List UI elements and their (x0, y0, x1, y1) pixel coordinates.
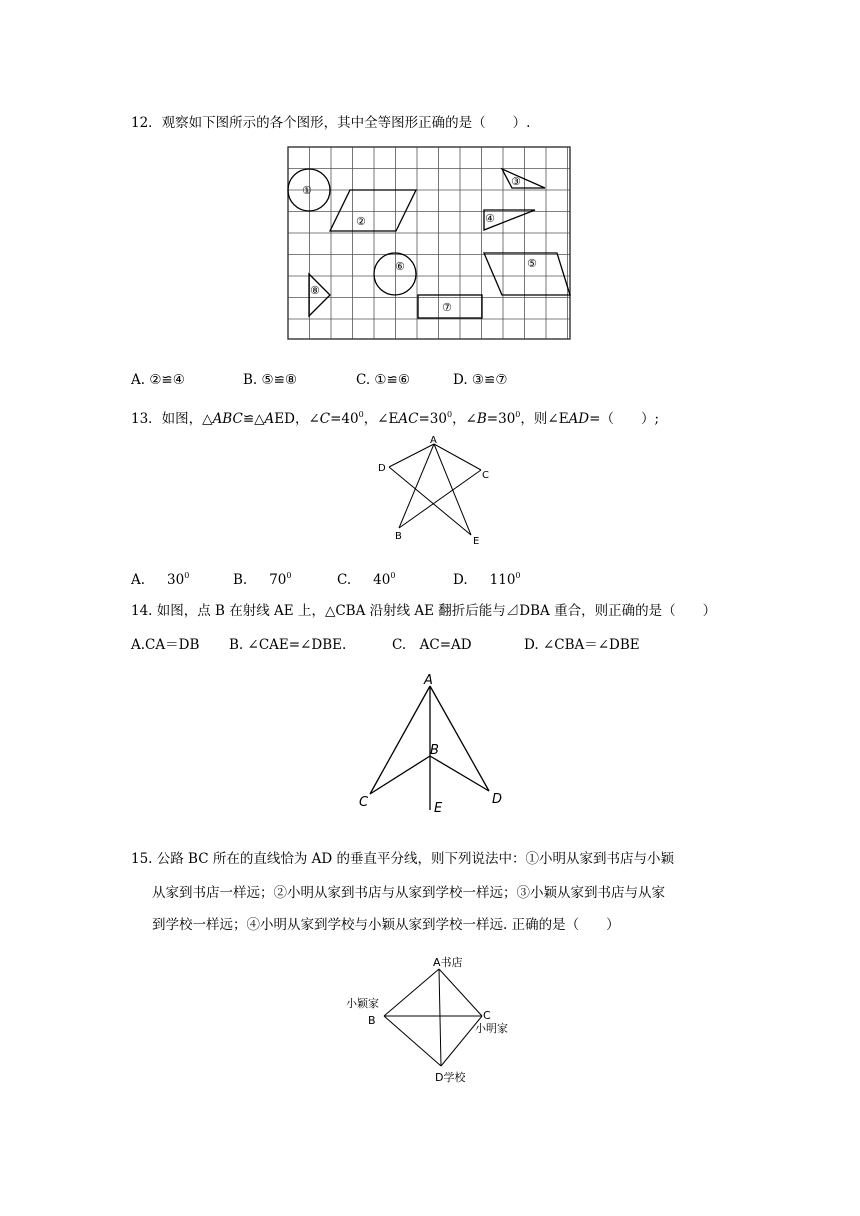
label-d-school: D学校 (435, 1071, 466, 1084)
label-xiaoying-home: 小颖家 (346, 997, 379, 1010)
q12-stem: 12．观察如下图所示的各个图形，其中全等图形正确的是（ ）. (131, 115, 531, 131)
point-c-label: C (359, 795, 369, 810)
point-a-label: A (430, 435, 437, 446)
q13-option-b: B. $70^0$ (233, 571, 292, 588)
q14-option-b: B. ∠CAE=∠DBE. (229, 637, 347, 653)
point-c-label: C (482, 470, 489, 481)
shape-7-label: ⑦ (442, 301, 452, 314)
label-b: B (368, 1014, 376, 1027)
q14-fold-figure (350, 670, 520, 818)
point-e-label: E (473, 536, 480, 547)
q13-stem: 13．如图，△ABC≌△AED，$\angle C=40^0$，$\angle EAC=30^0$，$\angle B=30^0$，则∠EAD=（ ）; (131, 410, 660, 427)
shape-2-parallelogram (330, 190, 416, 231)
segment-bd (430, 756, 489, 791)
segment-ac (370, 686, 430, 794)
segment-ab (384, 969, 439, 1016)
q14-stem: 14. 如图，点 B 在射线 AE 上，△CBA 沿射线 AE 翻折后能与⊿DBA 重合，则正确的是（ ） (131, 603, 717, 619)
segment-ad (389, 444, 434, 467)
shape-5-label: ⑤ (527, 257, 537, 270)
shape-8-label: ⑧ (310, 284, 320, 297)
q15-map-figure (342, 950, 532, 1086)
point-a-label: A (424, 673, 433, 688)
point-d-label: D (378, 463, 386, 474)
segment-ac (434, 444, 481, 470)
q14-option-c: C. AC=AD (392, 637, 472, 653)
point-e-label: E (434, 801, 443, 816)
point-b-label: B (395, 531, 402, 542)
shape-6-label: ⑥ (395, 260, 405, 273)
segment-bc (370, 756, 430, 794)
grid-border (288, 147, 570, 339)
label-c: C (483, 1009, 491, 1022)
shape-3-triangle (502, 169, 545, 188)
q12-option-c: C. ①≌⑥ (356, 372, 410, 388)
q14-option-a: A.CA＝DB (131, 637, 200, 653)
q13-option-d: D. $110^0$ (453, 571, 521, 588)
grid-lines (288, 147, 570, 339)
q13-option-c: C. $40^0$ (337, 571, 396, 588)
segment-ac (439, 969, 482, 1016)
q15-stem-line-3: 到学校一样远；④小明从家到学校与小颖从家到学校一样远. 正确的是（ ） (152, 917, 620, 933)
point-d-label: D (492, 792, 503, 807)
q12-grid-figure (287, 146, 571, 340)
q12-option-d: D. ③≌⑦ (453, 372, 508, 388)
segment-ad (430, 686, 489, 791)
shape-2-label: ② (356, 215, 366, 228)
q14-option-d: D. ∠CBA＝∠DBE (524, 637, 640, 653)
segment-ae (434, 444, 471, 535)
q12-option-b: B. ⑤≌⑧ (243, 372, 298, 388)
segment-de (389, 467, 471, 535)
q13-triangle-figure (370, 432, 500, 548)
shape-1-label: ① (302, 184, 312, 197)
label-xiaoming-home: 小明家 (475, 1022, 508, 1035)
q12-option-a: A. ②≌④ (131, 372, 185, 388)
shape-4-label: ④ (485, 212, 495, 225)
label-a-bookstore: A书店 (433, 956, 463, 969)
q13-option-a: A. $30^0$ (131, 571, 190, 588)
shape-3-label: ③ (511, 175, 521, 188)
q15-stem-line-2: 从家到书店一样远；②小明从家到书店与从家到学校一样远；③小颖从家到书店与从家 (152, 885, 665, 901)
segment-ad (439, 969, 441, 1066)
segment-bd (384, 1016, 441, 1066)
q15-stem-line-1: 15. 公路 BC 所在的直线恰为 AD 的垂直平分线，则下列说法中：①小明从家到书店与小颖 (131, 851, 674, 867)
point-b-label: B (430, 743, 439, 758)
